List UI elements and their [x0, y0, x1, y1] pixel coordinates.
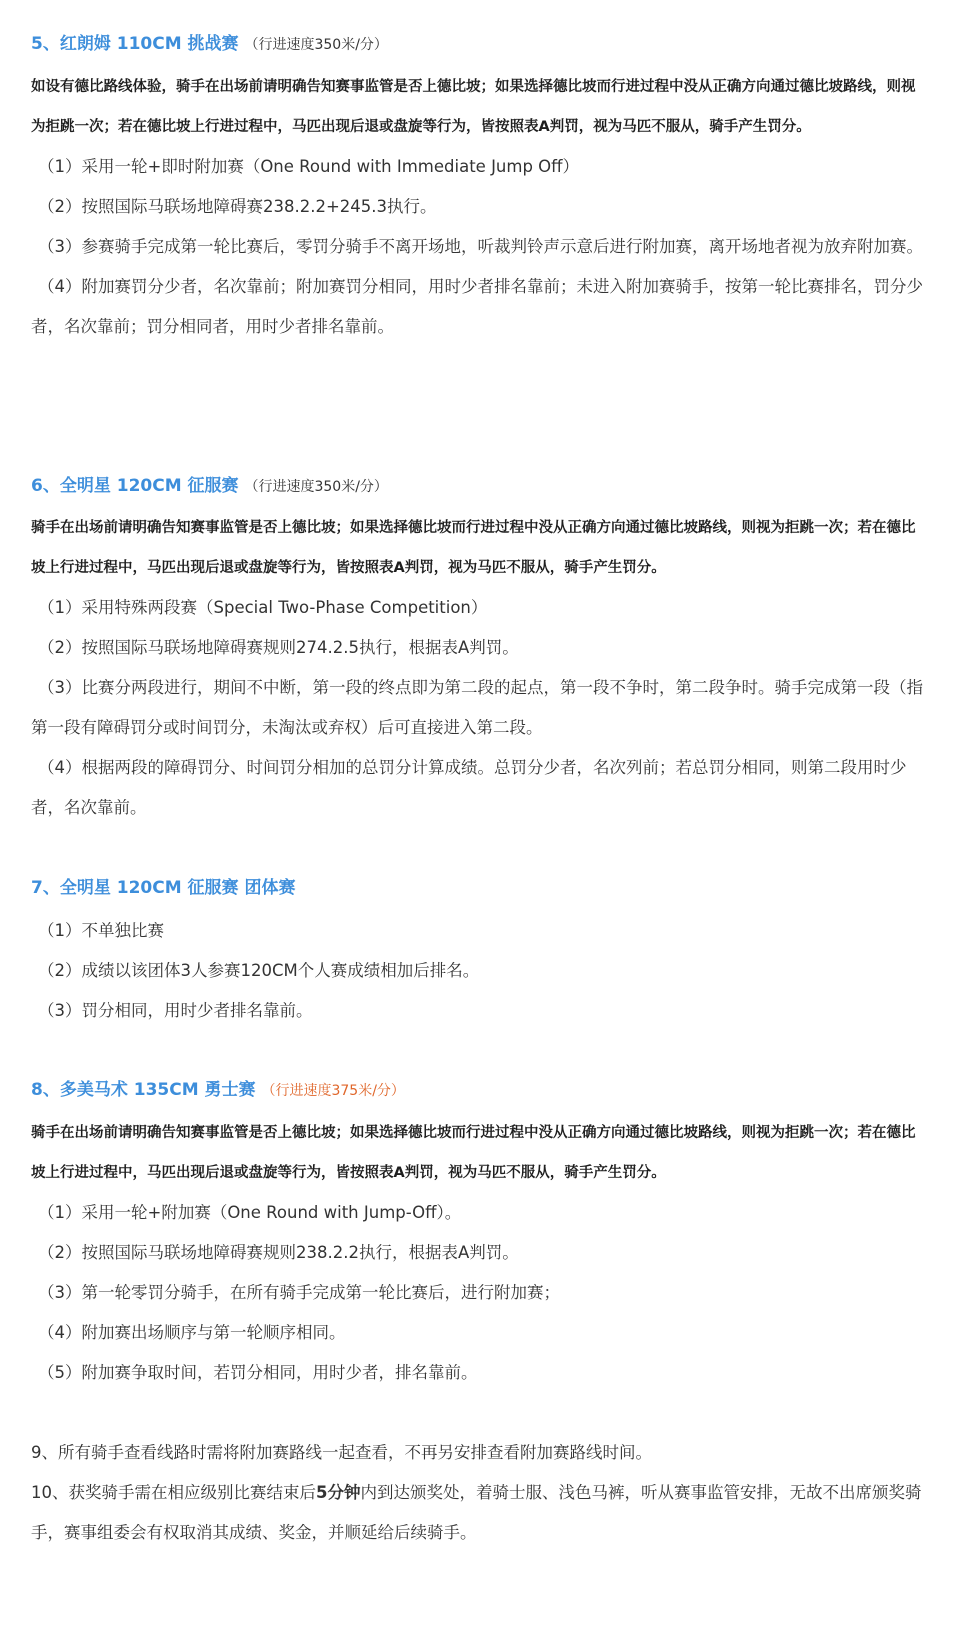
section-8	[31, 1079, 923, 1393]
rule-item: （3）参赛骑手完成第一轮比赛后，零罚分骑手不离开场地，听裁判铃声示意后进行附加赛，离开场地者视为放弃附加赛。	[38, 237, 923, 256]
rule-item: （4）根据两段的障碍罚分、时间罚分相加的总罚分计算成绩。总罚分少者，名次列前；若总罚分相同，则第二段用时少者，名次靠前。	[31, 758, 907, 817]
section-heading	[31, 33, 923, 55]
section-heading	[31, 877, 923, 899]
speed-note: （行进速度375米/分）	[261, 1083, 405, 1099]
rule-item: （5）附加赛争取时间，若罚分相同，用时少者，排名靠前。	[38, 1363, 478, 1382]
rule-item: （3）比赛分两段进行，期间不中断，第一段的终点即为第二段的起点，第一段不争时，第二段争时。骑手完成第一段（指第一段有障碍罚分或时间罚分，未淘汰或弃权）后可直接进入第二段。	[31, 678, 923, 737]
rule-item: （2）成绩以该团体3人参赛120CM个人赛成绩相加后排名。	[38, 961, 480, 980]
closing-notes	[31, 1433, 923, 1553]
rule-item: （2）按照国际马联场地障碍赛规则238.2.2执行，根据表A判罚。	[38, 1243, 519, 1262]
section-heading	[31, 1079, 923, 1101]
rule-item: （4）附加赛罚分少者，名次靠前；附加赛罚分相同，用时少者排名靠前；未进入附加赛骑手，按第一轮比赛排名，罚分少者，名次靠前；罚分相同者，用时少者排名靠前。	[31, 277, 923, 336]
paragraph-10-start: 10、获奖骑手需在相应级别比赛结束后	[31, 1483, 316, 1502]
section-6	[31, 475, 923, 828]
rule-item: （3）第一轮零罚分骑手，在所有骑手完成第一轮比赛后，进行附加赛；	[38, 1283, 560, 1302]
rule-item: （1）采用特殊两段赛（Special Two-Phase Competition）	[38, 598, 488, 617]
speed-note: （行进速度350米/分）	[244, 37, 388, 53]
rule-item: （1）采用一轮+附加赛（One Round with Jump-Off）。	[38, 1203, 462, 1222]
speed-note: （行进速度350米/分）	[244, 479, 388, 495]
rule-item: （2）按照国际马联场地障碍赛规则274.2.5执行，根据表A判罚。	[38, 638, 519, 657]
section-title: 7、全明星 120CM 征服赛 团体赛	[31, 878, 296, 898]
section-heading	[31, 475, 923, 497]
rule-item: （1）不单独比赛	[38, 921, 164, 940]
section-title: 8、多美马术 135CM 勇士赛	[31, 1080, 256, 1100]
section-7	[31, 877, 923, 1031]
section-5	[31, 33, 923, 347]
derby-note: 骑手在出场前请明确告知赛事监管是否上德比坡；如果选择德比坡而行进过程中没从正确方向通过德比坡路线，则视为拒跳一次；若在德比坡上行进过程中，马匹出现后退或盘旋等行为，皆按照表A判罚，视为马匹不服从，骑手产生罚分。	[31, 520, 916, 576]
section-title: 6、全明星 120CM 征服赛	[31, 476, 239, 496]
derby-note: 如设有德比路线体验，骑手在出场前请明确告知赛事监管是否上德比坡；如果选择德比坡而行进过程中没从正确方向通过德比坡路线，则视为拒跳一次；若在德比坡上行进过程中，马匹出现后退或盘旋等行为，皆按照表A判罚，视为马匹不服从，骑手产生罚分。	[31, 79, 916, 135]
rule-item: （1）采用一轮+即时附加赛（One Round with Immediate Jump Off）	[38, 157, 580, 176]
paragraph-10-end: 内到达颁奖处，着骑士服、浅色马裤，听从赛事监管安排，无故不出席颁奖骑手，赛事组委会有权取消其成绩、奖金，并顺延给后续骑手。	[31, 1483, 922, 1542]
rule-item: （2）按照国际马联场地障碍赛238.2.2+245.3执行。	[38, 197, 437, 216]
derby-note: 骑手在出场前请明确告知赛事监管是否上德比坡；如果选择德比坡而行进过程中没从正确方向通过德比坡路线，则视为拒跳一次；若在德比坡上行进过程中，马匹出现后退或盘旋等行为，皆按照表A判罚，视为马匹不服从，骑手产生罚分。	[31, 1125, 916, 1181]
rule-item: （4）附加赛出场顺序与第一轮顺序相同。	[38, 1323, 346, 1342]
section-title: 5、红朗姆 110CM 挑战赛	[31, 34, 239, 54]
paragraph-9: 9、所有骑手查看线路时需将附加赛路线一起查看，不再另安排查看附加赛路线时间。	[31, 1443, 652, 1462]
rule-item: （3）罚分相同，用时少者排名靠前。	[38, 1001, 313, 1020]
paragraph-10	[31, 1473, 923, 1553]
paragraph-10-highlight: 5分钟	[316, 1483, 361, 1502]
